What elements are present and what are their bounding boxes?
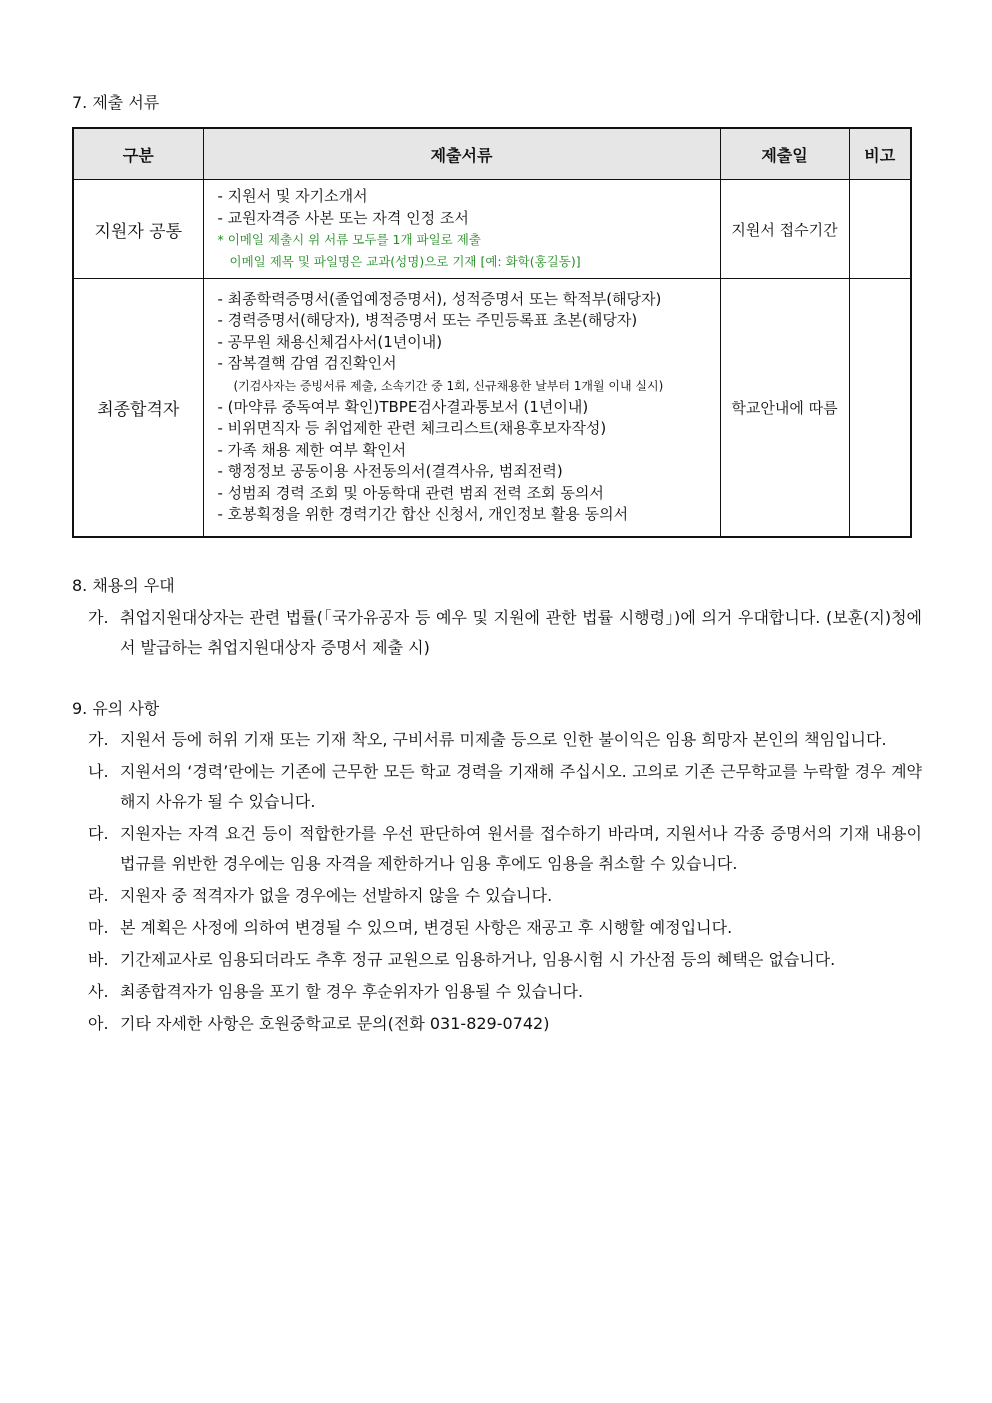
row-items	[203, 180, 720, 279]
item-text: 본 계획은 사정에 의하여 변경될 수 있으며, 변경된 사항은 재공고 후 시행할 예정입니다.	[120, 918, 733, 937]
email-note: * 이메일 제출시 위 서류 모두를 1개 파일로 제출	[217, 232, 481, 247]
list-item	[88, 819, 922, 879]
row-date: 지원서 접수기간	[720, 180, 849, 279]
item-text: 기간제교사로 임용되더라도 추후 정규 교원으로 임용하거나, 임용시험 시 가산점 등의 혜택은 없습니다.	[120, 950, 836, 969]
item-marker: 가.	[88, 730, 109, 749]
item-text: 지원서의 ‘경력’란에는 기존에 근무한 모든 학교 경력을 기재해 주십시오. 고의로 기존 근무학교를 누락할 경우 계약해지 사유가 될 수 있습니다.	[120, 762, 922, 811]
item-text: 기타 자세한 사항은 호원중학교로 문의(전화 031-829-0742)	[120, 1014, 550, 1033]
item-marker: 바.	[88, 950, 109, 969]
item-text: 취업지원대상자는 관련 법률(「국가유공자 등 예우 및 지원에 관한 법률 시행령」)에 의거 우대합니다. (보훈(지)청에서 발급하는 취업지원대상자 증명서 제출 시)	[120, 608, 922, 657]
list-item: - (마약류 중독여부 확인)TBPE검사결과통보서 (1년이내)	[217, 397, 589, 416]
item-marker: 나.	[88, 762, 109, 781]
section-8-body	[88, 603, 922, 663]
header-remark: 비고	[849, 128, 911, 180]
row-remark	[849, 180, 911, 279]
list-item	[88, 881, 922, 911]
email-note: 이메일 제목 및 파일명은 교과(성명)으로 기재 [예: 화학(홍길동)]	[229, 253, 581, 269]
list-item: - 행정정보 공동이용 사전동의서(결격사유, 범죄전력)	[217, 462, 563, 481]
row-category: 지원자 공통	[73, 180, 203, 279]
section-7-heading: 7. 제출 서류	[72, 93, 160, 112]
row-remark	[849, 279, 911, 537]
list-item: - 경력증명서(해당자), 병적증명서 또는 주민등록표 초본(해당자)	[217, 311, 638, 330]
list-item	[88, 725, 922, 755]
list-item: - 지원서 및 자기소개서	[217, 187, 368, 205]
list-item: - 비위면직자 등 취업제한 관련 체크리스트(채용후보자작성)	[217, 419, 607, 438]
tb-test-note: (기검사자는 증빙서류 제출, 소속기간 중 1회, 신규채용한 날부터 1개월 이내 실시)	[233, 378, 664, 393]
list-item	[88, 945, 922, 975]
list-item	[88, 913, 922, 943]
submission-documents-table	[72, 127, 912, 538]
item-marker: 사.	[88, 982, 109, 1001]
section-9-heading: 9. 유의 사항	[72, 699, 160, 718]
header-documents: 제출서류	[203, 128, 720, 180]
section-9-body	[88, 725, 922, 1039]
list-item	[88, 977, 922, 1007]
list-item: - 최종학력증명서(졸업예정증명서), 성적증명서 또는 학적부(해당자)	[217, 289, 662, 308]
item-marker: 다.	[88, 824, 109, 843]
row-items	[203, 279, 720, 537]
header-date: 제출일	[720, 128, 849, 180]
item-marker: 라.	[88, 886, 109, 905]
table-row	[73, 180, 911, 279]
item-marker: 마.	[88, 918, 109, 937]
section-8-heading: 8. 채용의 우대	[72, 576, 175, 595]
item-text: 지원자 중 적격자가 없을 경우에는 선발하지 않을 수 있습니다.	[120, 886, 553, 905]
list-item	[88, 603, 922, 663]
table-header-row	[73, 128, 911, 180]
item-text: 최종합격자가 임용을 포기 할 경우 후순위자가 임용될 수 있습니다.	[120, 982, 584, 1001]
list-item: - 호봉획정을 위한 경력기간 합산 신청서, 개인정보 활용 동의서	[217, 505, 629, 524]
list-item: - 성범죄 경력 조회 및 아동학대 관련 범죄 전력 조회 동의서	[217, 483, 604, 502]
list-item: - 잠복결핵 감염 검진확인서	[217, 354, 397, 373]
row-date: 학교안내에 따름	[720, 279, 849, 537]
table-row	[73, 279, 911, 537]
list-item	[88, 1009, 922, 1039]
header-category: 구분	[73, 128, 203, 180]
item-text: 지원서 등에 허위 기재 또는 기재 착오, 구비서류 미제출 등으로 인한 불이익은 임용 희망자 본인의 책임입니다.	[120, 730, 887, 749]
row-category: 최종합격자	[73, 279, 203, 537]
list-item: - 가족 채용 제한 여부 확인서	[217, 440, 407, 459]
item-marker: 아.	[88, 1014, 109, 1033]
item-text: 지원자는 자격 요건 등이 적합한가를 우선 판단하여 원서를 접수하기 바라며, 지원서나 각종 증명서의 기재 내용이 법규를 위반한 경우에는 임용 자격을 제한하거나 임용 후에도 임용을 취소할 수 있습니다.	[120, 824, 922, 873]
list-item	[88, 757, 922, 817]
list-item: - 교원자격증 사본 또는 자격 인정 조서	[217, 208, 469, 227]
list-item: - 공무원 채용신체검사서(1년이내)	[217, 332, 443, 351]
item-marker: 가.	[88, 608, 109, 627]
